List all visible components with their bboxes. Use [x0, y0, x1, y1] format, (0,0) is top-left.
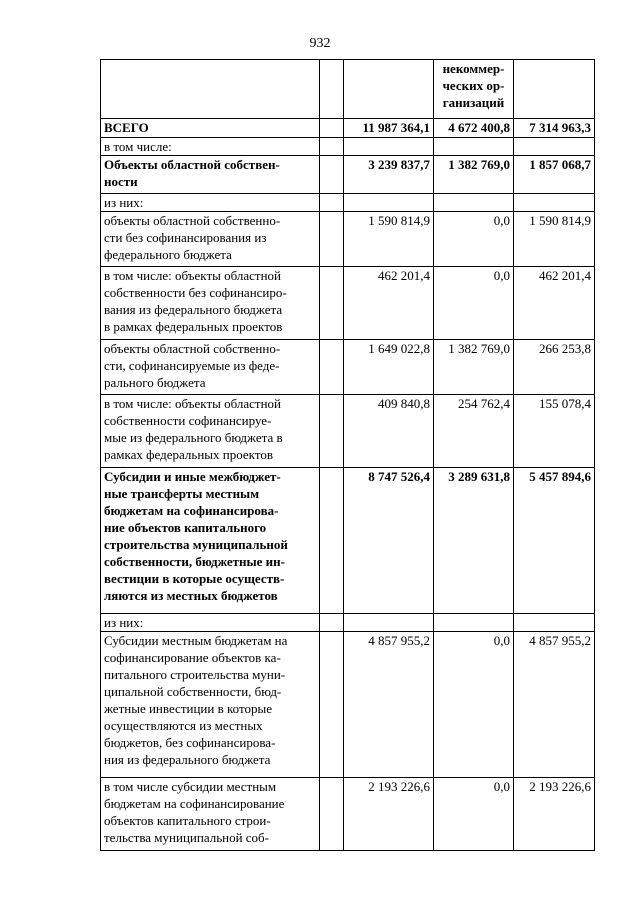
row-spacer-cell — [320, 468, 344, 614]
table-row — [101, 212, 595, 267]
row-name-cell: Объекты областной собствен- ности — [101, 156, 320, 194]
row-spacer-cell — [320, 212, 344, 267]
table-row — [101, 340, 595, 395]
row-name-cell: в том числе: объекты областной собственности без софинансиро- вания из федерального бюджета в рамках федеральных проектов — [101, 267, 320, 340]
table-row — [101, 778, 595, 851]
row-other-cell: 7 314 963,3 — [514, 119, 595, 138]
row-other-cell: 1 857 068,7 — [514, 156, 595, 194]
row-total-cell — [344, 194, 434, 212]
row-noncommercial-cell: 254 762,4 — [434, 395, 514, 468]
table-row — [101, 194, 595, 212]
row-other-cell: 462 201,4 — [514, 267, 595, 340]
row-total-cell: 462 201,4 — [344, 267, 434, 340]
row-name-cell: в том числе субсидии местным бюджетам на софинансирование объектов капитального строи- тельства муниципальной соб- — [101, 778, 320, 851]
table-row — [101, 138, 595, 156]
row-other-cell: 4 857 955,2 — [514, 632, 595, 778]
table-row — [101, 468, 595, 614]
row-spacer-cell — [320, 119, 344, 138]
row-total-cell: 1 590 814,9 — [344, 212, 434, 267]
row-total-cell: 1 649 022,8 — [344, 340, 434, 395]
row-total-cell: 409 840,8 — [344, 395, 434, 468]
header-noncommercial-cell: некоммер- ческих ор- ганизаций — [434, 60, 514, 119]
table-row — [101, 156, 595, 194]
row-total-cell: 3 239 837,7 — [344, 156, 434, 194]
row-total-cell — [344, 614, 434, 632]
row-noncommercial-cell: 0,0 — [434, 267, 514, 340]
row-name-cell: ВСЕГО — [101, 119, 320, 138]
row-name-cell: из них: — [101, 194, 320, 212]
row-other-cell: 2 193 226,6 — [514, 778, 595, 851]
row-spacer-cell — [320, 194, 344, 212]
row-total-cell: 4 857 955,2 — [344, 632, 434, 778]
row-name-cell: Субсидии местным бюджетам на софинансирование объектов ка- питального строительства муни- ципальной собственности, бюд- жетные инвестиции в которые осуществляются из местных бюджетов, без софинансирова- ния из федерального бюджета — [101, 632, 320, 778]
row-name-cell: объекты областной собственно- сти без софинансирования из федерального бюджета — [101, 212, 320, 267]
row-name-cell: в том числе: объекты областной собственности софинансируе- мые из федерального бюджета в рамках федеральных проектов — [101, 395, 320, 468]
row-spacer-cell — [320, 395, 344, 468]
header-total-cell — [344, 60, 434, 119]
row-noncommercial-cell: 0,0 — [434, 212, 514, 267]
row-other-cell: 5 457 894,6 — [514, 468, 595, 614]
row-noncommercial-cell: 1 382 769,0 — [434, 156, 514, 194]
row-noncommercial-cell: 0,0 — [434, 632, 514, 778]
row-total-cell: 11 987 364,1 — [344, 119, 434, 138]
table-header-row — [101, 60, 595, 119]
row-other-cell: 155 078,4 — [514, 395, 595, 468]
header-name-cell — [101, 60, 320, 119]
row-spacer-cell — [320, 632, 344, 778]
row-spacer-cell — [320, 138, 344, 156]
row-other-cell — [514, 194, 595, 212]
row-name-cell: из них: — [101, 614, 320, 632]
row-noncommercial-cell: 3 289 631,8 — [434, 468, 514, 614]
row-noncommercial-cell: 4 672 400,8 — [434, 119, 514, 138]
row-other-cell: 1 590 814,9 — [514, 212, 595, 267]
row-other-cell — [514, 138, 595, 156]
row-spacer-cell — [320, 267, 344, 340]
row-noncommercial-cell: 1 382 769,0 — [434, 340, 514, 395]
header-other-cell — [514, 60, 595, 119]
row-spacer-cell — [320, 340, 344, 395]
row-noncommercial-cell — [434, 138, 514, 156]
table-row — [101, 119, 595, 138]
row-total-cell — [344, 138, 434, 156]
budget-table — [100, 59, 595, 851]
table-row — [101, 267, 595, 340]
row-noncommercial-cell — [434, 194, 514, 212]
table-row — [101, 395, 595, 468]
table-row — [101, 614, 595, 632]
page-number: 932 — [309, 36, 331, 51]
row-name-cell: объекты областной собственно- сти, софинансируемые из феде- рального бюджета — [101, 340, 320, 395]
row-noncommercial-cell: 0,0 — [434, 778, 514, 851]
row-total-cell: 8 747 526,4 — [344, 468, 434, 614]
row-name-cell: в том числе: — [101, 138, 320, 156]
row-spacer-cell — [320, 156, 344, 194]
row-spacer-cell — [320, 614, 344, 632]
row-name-cell: Субсидии и иные межбюджет- ные трансферты местным бюджетам на софинансирова- ние объектов капитального строительства муниципальной собственности, бюджетные ин- вестиции в которые осуществ- ляются из местных бюджетов — [101, 468, 320, 614]
row-spacer-cell — [320, 778, 344, 851]
row-other-cell — [514, 614, 595, 632]
header-spacer-cell — [320, 60, 344, 119]
table-row — [101, 632, 595, 778]
row-total-cell: 2 193 226,6 — [344, 778, 434, 851]
row-other-cell: 266 253,8 — [514, 340, 595, 395]
row-noncommercial-cell — [434, 614, 514, 632]
